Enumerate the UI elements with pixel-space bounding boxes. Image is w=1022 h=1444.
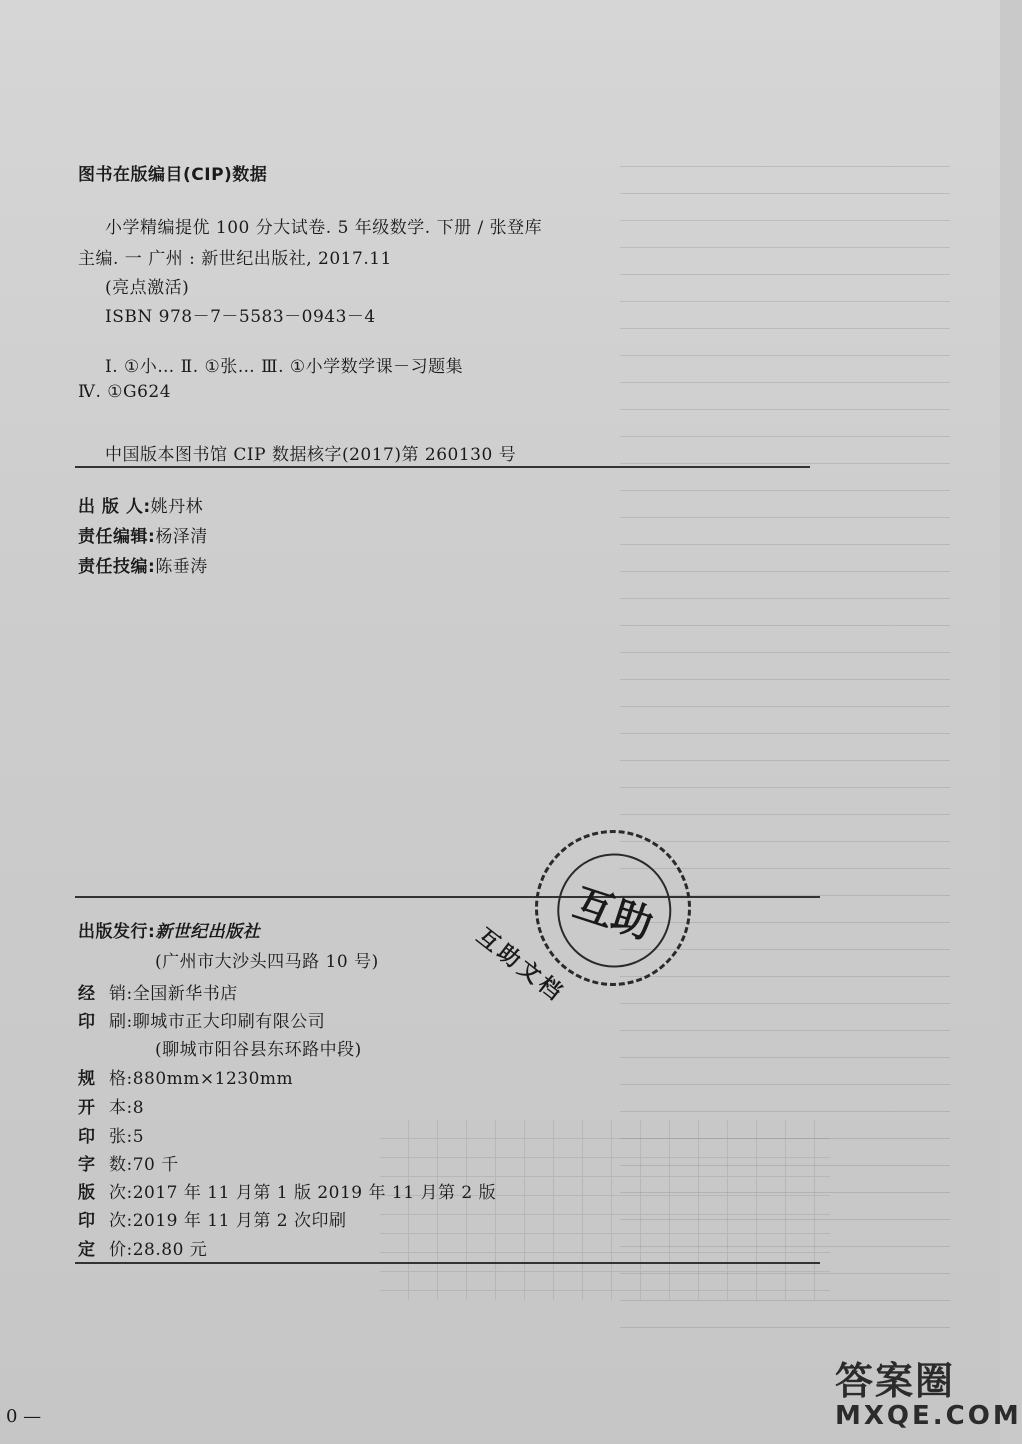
info-label: 版 (78, 1183, 109, 1203)
watermark-en: MXQE.COM (835, 1401, 1022, 1431)
staff-technical-editor (78, 552, 208, 577)
info-value: 本:8 (109, 1098, 145, 1118)
divider-middle (75, 896, 820, 898)
watermark-cn: 答案圈 (835, 1359, 956, 1403)
info-label: 印 (78, 1127, 109, 1147)
issuer-value: 新世纪出版社 (155, 922, 261, 942)
staff-editor (78, 522, 208, 547)
page-number: 0 — (6, 1406, 42, 1427)
info-value: 次:2017 年 11 月第 1 版 2019 年 11 月第 2 版 (109, 1183, 497, 1203)
info-value: 价:28.80 元 (109, 1240, 208, 1260)
info-row-printer (78, 1007, 325, 1032)
publisher-issuer (78, 917, 260, 942)
info-row-words (78, 1150, 179, 1175)
cip-isbn: ISBN 978－7－5583－0943－4 (105, 307, 376, 327)
cip-classification: Ⅰ. ①小… Ⅱ. ①张… Ⅲ. ①小学数学课－习题集 (105, 357, 464, 377)
info-row-edition (78, 1178, 496, 1203)
staff-publisher (78, 492, 203, 517)
staff-value: 姚丹林 (150, 497, 204, 517)
info-value: 格:880mm×1230mm (109, 1069, 294, 1089)
issuer-label: 出版发行: (78, 922, 156, 942)
info-label: 定 (78, 1240, 109, 1260)
info-value: 张:5 (109, 1127, 145, 1147)
stamp-center: 互助 (542, 839, 686, 983)
cip-heading: 图书在版编目(CIP)数据 (78, 165, 268, 185)
staff-value: 杨泽清 (155, 527, 208, 547)
info-label: 规 (78, 1069, 109, 1089)
info-value: 数:70 千 (109, 1155, 179, 1175)
bleed-through-grid (380, 1120, 830, 1300)
info-label: 印 (78, 1012, 109, 1032)
stamp-caption: 互助文档 (471, 923, 569, 1008)
info-label: 经 (78, 984, 109, 1004)
info-value: 刷:聊城市正大印刷有限公司 (109, 1012, 326, 1032)
info-row-distribution (78, 979, 238, 1004)
info-label: 开 (78, 1098, 109, 1118)
staff-label: 责任编辑: (78, 527, 156, 547)
staff-value: 陈垂涛 (155, 557, 208, 577)
info-row-format (78, 1064, 293, 1089)
staff-label: 责任技编: (78, 557, 156, 577)
divider-top (75, 466, 810, 468)
info-value: 次:2019 年 11 月第 2 次印刷 (109, 1211, 347, 1231)
info-row-size (78, 1093, 144, 1118)
info-row-sheets (78, 1122, 144, 1147)
cip-line-1: 小学精编提优 100 分大试卷. 5 年级数学. 下册 / 张登库 (105, 218, 543, 238)
cip-line-2: 主编. 一 广州 : 新世纪出版社, 2017.11 (78, 249, 392, 269)
info-value: 销:全国新华书店 (109, 984, 238, 1004)
cip-classification-2: Ⅳ. ①G624 (78, 382, 172, 402)
watermark-logo (835, 1350, 1022, 1444)
issuer-address: (广州市大沙头四马路 10 号) (155, 952, 379, 972)
info-label: 印 (78, 1211, 109, 1231)
info-row-printing (78, 1206, 346, 1231)
cip-record-number: 中国版本图书馆 CIP 数据核字(2017)第 260130 号 (105, 445, 517, 465)
info-row-printer-address: (聊城市阳谷县东环路中段) (155, 1040, 362, 1060)
cip-line-3: (亮点激活) (105, 278, 190, 298)
staff-label: 出 版 人: (78, 497, 151, 517)
info-label: 字 (78, 1155, 109, 1175)
divider-bottom (75, 1262, 820, 1264)
info-row-price (78, 1235, 207, 1260)
